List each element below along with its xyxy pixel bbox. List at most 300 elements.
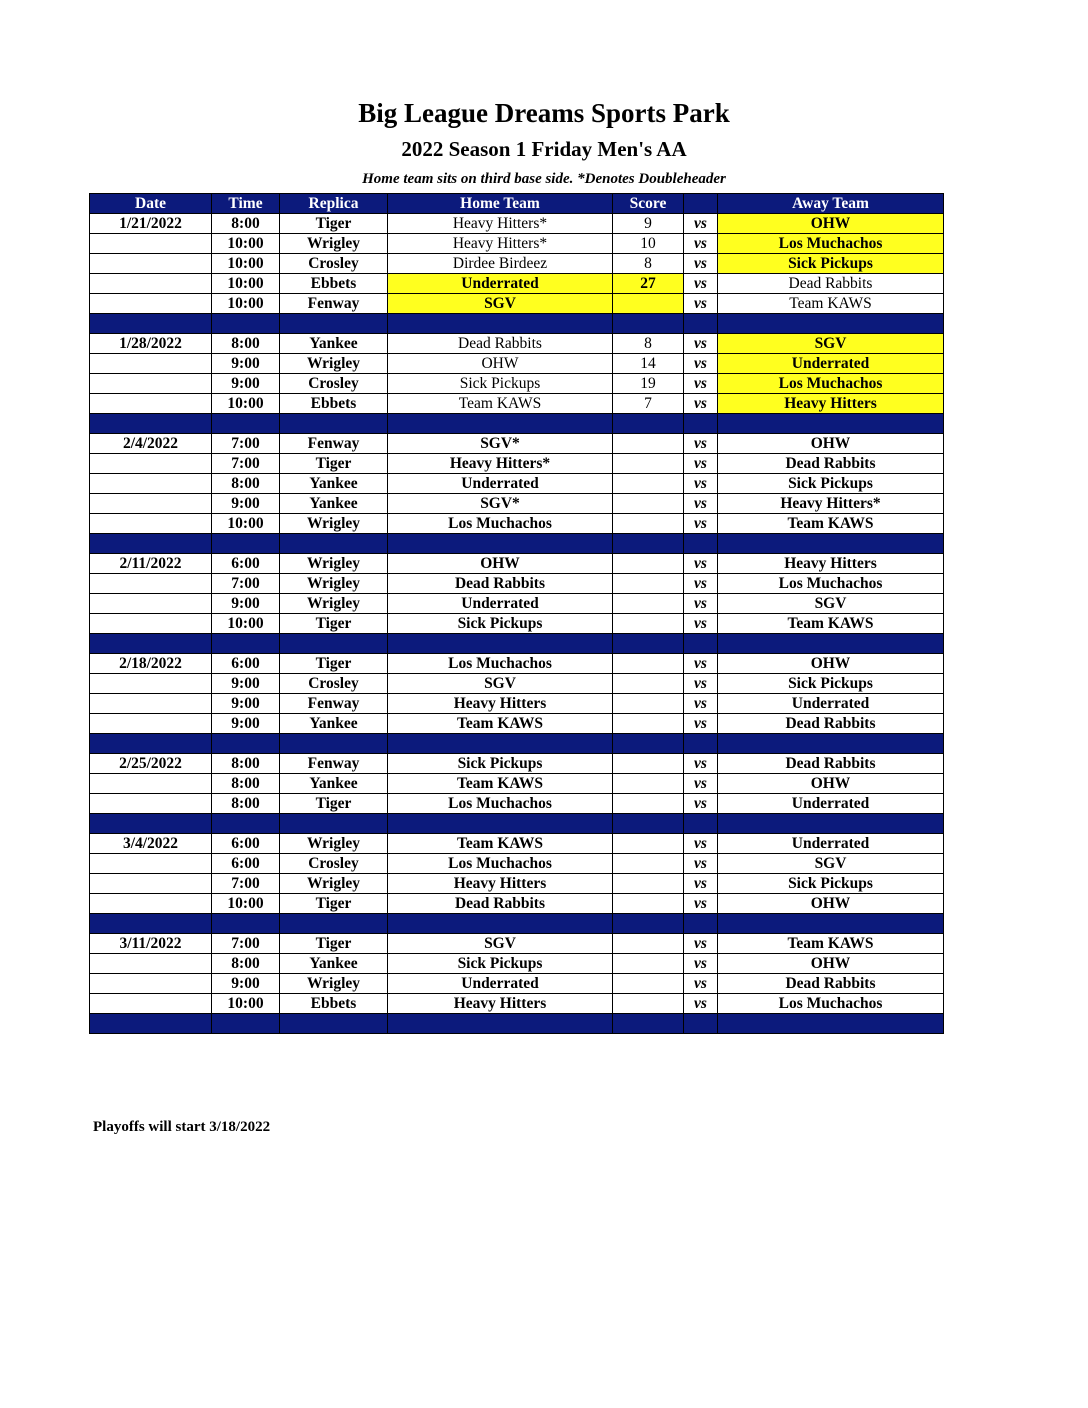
separator-cell [212,1014,280,1034]
away-team-cell: OHW [718,434,944,454]
score-cell [613,974,684,994]
game-time-cell: 8:00 [212,214,280,234]
game-date-cell: 2/4/2022 [90,434,212,454]
vs-cell: vs [684,714,718,734]
separator-cell [212,734,280,754]
separator-cell [280,414,388,434]
game-replica-cell: Crosley [280,374,388,394]
separator-cell [212,814,280,834]
game-date-cell [90,954,212,974]
score-cell [613,994,684,1014]
vs-cell: vs [684,794,718,814]
separator-cell [613,1014,684,1034]
column-header-score: Score [613,194,684,214]
game-replica-cell: Tiger [280,614,388,634]
vs-cell: vs [684,454,718,474]
table-row [90,874,944,894]
separator-cell [613,414,684,434]
separator-cell [90,414,212,434]
away-team-cell: Dead Rabbits [718,274,944,294]
game-time-cell: 6:00 [212,554,280,574]
game-replica-cell: Wrigley [280,354,388,374]
separator-cell [388,1014,613,1034]
home-team-cell: Sick Pickups [388,754,613,774]
game-replica-cell: Wrigley [280,594,388,614]
game-time-cell: 8:00 [212,334,280,354]
vs-cell: vs [684,874,718,894]
game-date-cell [90,694,212,714]
vs-cell: vs [684,894,718,914]
table-row [90,654,944,674]
separator-cell [684,814,718,834]
separator-cell [718,814,944,834]
game-date-cell [90,774,212,794]
game-time-cell: 10:00 [212,254,280,274]
game-date-cell [90,454,212,474]
away-team-cell: SGV [718,854,944,874]
score-cell: 10 [613,234,684,254]
score-cell [613,554,684,574]
away-team-cell: Underrated [718,794,944,814]
column-header-vs [684,194,718,214]
separator-cell [388,914,613,934]
game-time-cell: 10:00 [212,394,280,414]
vs-cell: vs [684,934,718,954]
away-team-cell: Team KAWS [718,294,944,314]
home-team-cell: OHW [388,354,613,374]
score-cell [613,294,684,314]
home-team-cell: Dead Rabbits [388,574,613,594]
game-replica-cell: Tiger [280,894,388,914]
vs-cell: vs [684,754,718,774]
game-date-cell [90,234,212,254]
separator-cell [718,534,944,554]
game-replica-cell: Wrigley [280,974,388,994]
away-team-cell: Sick Pickups [718,674,944,694]
game-replica-cell: Yankee [280,334,388,354]
vs-cell: vs [684,334,718,354]
game-time-cell: 9:00 [212,354,280,374]
separator-cell [90,734,212,754]
table-row [90,794,944,814]
game-replica-cell: Tiger [280,454,388,474]
score-cell: 7 [613,394,684,414]
vs-cell: vs [684,294,718,314]
game-replica-cell: Ebbets [280,274,388,294]
home-team-cell: Los Muchachos [388,794,613,814]
table-row [90,694,944,714]
separator-cell [718,634,944,654]
column-header-away-team: Away Team [718,194,944,214]
game-time-cell: 8:00 [212,474,280,494]
vs-cell: vs [684,854,718,874]
score-cell [613,514,684,534]
home-team-cell: Dead Rabbits [388,894,613,914]
game-date-cell [90,574,212,594]
home-team-cell: Team KAWS [388,714,613,734]
vs-cell: vs [684,594,718,614]
separator-cell [613,734,684,754]
home-team-cell: Sick Pickups [388,954,613,974]
game-date-cell [90,894,212,914]
vs-cell: vs [684,354,718,374]
away-team-cell: Team KAWS [718,934,944,954]
separator-cell [684,1014,718,1034]
game-time-cell: 10:00 [212,614,280,634]
home-team-cell: Underrated [388,594,613,614]
game-time-cell: 9:00 [212,374,280,394]
separator-cell [718,734,944,754]
game-replica-cell: Wrigley [280,874,388,894]
home-team-cell: Heavy Hitters* [388,234,613,254]
game-date-cell [90,874,212,894]
game-time-cell: 9:00 [212,674,280,694]
table-row [90,354,944,374]
separator-cell [613,534,684,554]
game-date-cell [90,854,212,874]
separator-cell [280,1014,388,1034]
game-replica-cell: Yankee [280,714,388,734]
game-time-cell: 6:00 [212,854,280,874]
home-team-cell: SGV* [388,434,613,454]
separator-cell [388,414,613,434]
vs-cell: vs [684,654,718,674]
separator-cell [212,534,280,554]
game-date-cell: 2/25/2022 [90,754,212,774]
separator-cell [718,414,944,434]
game-time-cell: 7:00 [212,454,280,474]
home-team-cell: Sick Pickups [388,614,613,634]
table-row [90,894,944,914]
game-time-cell: 10:00 [212,234,280,254]
week-separator-row [90,1014,944,1034]
table-row [90,554,944,574]
score-cell [613,834,684,854]
score-cell [613,774,684,794]
vs-cell: vs [684,374,718,394]
separator-cell [684,414,718,434]
vs-cell: vs [684,234,718,254]
game-time-cell: 10:00 [212,894,280,914]
separator-cell [613,314,684,334]
away-team-cell: SGV [718,594,944,614]
separator-cell [90,314,212,334]
column-header-home-team: Home Team [388,194,613,214]
table-row [90,214,944,234]
game-replica-cell: Crosley [280,254,388,274]
game-date-cell [90,274,212,294]
score-cell: 19 [613,374,684,394]
away-team-cell: OHW [718,774,944,794]
home-team-cell: Dead Rabbits [388,334,613,354]
home-team-cell: Underrated [388,274,613,294]
game-date-cell [90,614,212,634]
table-row [90,774,944,794]
game-replica-cell: Crosley [280,854,388,874]
vs-cell: vs [684,554,718,574]
separator-cell [90,634,212,654]
game-replica-cell: Yankee [280,494,388,514]
separator-cell [388,534,613,554]
game-time-cell: 10:00 [212,994,280,1014]
vs-cell: vs [684,274,718,294]
away-team-cell: Los Muchachos [718,374,944,394]
game-date-cell: 1/28/2022 [90,334,212,354]
game-date-cell [90,294,212,314]
game-replica-cell: Wrigley [280,834,388,854]
table-row [90,994,944,1014]
home-team-cell: SGV* [388,494,613,514]
game-date-cell [90,714,212,734]
table-row [90,254,944,274]
playoffs-note: Playoffs will start 3/18/2022 [93,1119,271,1135]
away-team-cell: Dead Rabbits [718,754,944,774]
separator-cell [212,914,280,934]
separator-cell [280,634,388,654]
away-team-cell: OHW [718,654,944,674]
game-time-cell: 9:00 [212,694,280,714]
game-replica-cell: Fenway [280,754,388,774]
table-row [90,574,944,594]
doubleheader-note: Home team sits on third base side. *Denotes Doubleheader [362,171,726,187]
home-team-cell: SGV [388,294,613,314]
separator-cell [90,914,212,934]
table-row [90,974,944,994]
away-team-cell: OHW [718,214,944,234]
table-row [90,674,944,694]
table-row [90,714,944,734]
game-time-cell: 9:00 [212,594,280,614]
score-cell [613,954,684,974]
week-separator-row [90,414,944,434]
game-time-cell: 6:00 [212,654,280,674]
game-time-cell: 6:00 [212,834,280,854]
home-team-cell: Heavy Hitters* [388,454,613,474]
game-replica-cell: Tiger [280,214,388,234]
away-team-cell: Heavy Hitters [718,394,944,414]
score-cell [613,614,684,634]
table-row [90,394,944,414]
vs-cell: vs [684,434,718,454]
away-team-cell: Los Muchachos [718,574,944,594]
column-header-date: Date [90,194,212,214]
score-cell [613,714,684,734]
separator-cell [388,814,613,834]
game-date-cell [90,594,212,614]
away-team-cell: Underrated [718,694,944,714]
score-cell [613,454,684,474]
season-subtitle: 2022 Season 1 Friday Men's AA [401,137,687,161]
game-date-cell: 2/18/2022 [90,654,212,674]
separator-cell [718,1014,944,1034]
game-date-cell: 3/11/2022 [90,934,212,954]
vs-cell: vs [684,214,718,234]
game-replica-cell: Fenway [280,434,388,454]
vs-cell: vs [684,774,718,794]
away-team-cell: Dead Rabbits [718,714,944,734]
table-row [90,514,944,534]
game-time-cell: 8:00 [212,794,280,814]
game-time-cell: 7:00 [212,434,280,454]
separator-cell [90,814,212,834]
vs-cell: vs [684,614,718,634]
separator-cell [280,914,388,934]
away-team-cell: Team KAWS [718,614,944,634]
game-time-cell: 7:00 [212,574,280,594]
game-date-cell [90,494,212,514]
column-header-time: Time [212,194,280,214]
separator-cell [684,734,718,754]
separator-cell [280,814,388,834]
game-date-cell [90,514,212,534]
game-date-cell: 3/4/2022 [90,834,212,854]
game-replica-cell: Ebbets [280,394,388,414]
table-row [90,334,944,354]
home-team-cell: Heavy Hitters [388,994,613,1014]
game-time-cell: 9:00 [212,494,280,514]
home-team-cell: Team KAWS [388,834,613,854]
game-date-cell: 1/21/2022 [90,214,212,234]
game-date-cell [90,374,212,394]
game-date-cell [90,674,212,694]
separator-cell [280,314,388,334]
table-header-row [90,194,944,214]
home-team-cell: Underrated [388,474,613,494]
separator-cell [212,414,280,434]
separator-cell [280,534,388,554]
schedule-body [90,214,944,1034]
game-replica-cell: Tiger [280,794,388,814]
separator-cell [613,634,684,654]
home-team-cell: SGV [388,674,613,694]
week-separator-row [90,814,944,834]
score-cell [613,874,684,894]
home-team-cell: Team KAWS [388,394,613,414]
game-time-cell: 7:00 [212,934,280,954]
away-team-cell: Sick Pickups [718,874,944,894]
separator-cell [684,634,718,654]
separator-cell [684,534,718,554]
away-team-cell: Los Muchachos [718,234,944,254]
away-team-cell: Heavy Hitters [718,554,944,574]
separator-cell [718,914,944,934]
game-replica-cell: Tiger [280,934,388,954]
away-team-cell: SGV [718,334,944,354]
score-cell: 27 [613,274,684,294]
game-replica-cell: Tiger [280,654,388,674]
week-separator-row [90,734,944,754]
game-replica-cell: Fenway [280,694,388,714]
home-team-cell: Underrated [388,974,613,994]
home-team-cell: Heavy Hitters [388,874,613,894]
game-time-cell: 10:00 [212,294,280,314]
separator-cell [90,1014,212,1034]
score-cell: 8 [613,254,684,274]
score-cell [613,654,684,674]
vs-cell: vs [684,574,718,594]
vs-cell: vs [684,514,718,534]
week-separator-row [90,534,944,554]
vs-cell: vs [684,974,718,994]
table-row [90,474,944,494]
game-date-cell [90,794,212,814]
vs-cell: vs [684,474,718,494]
away-team-cell: Sick Pickups [718,254,944,274]
away-team-cell: OHW [718,954,944,974]
game-time-cell: 8:00 [212,954,280,974]
game-replica-cell: Ebbets [280,994,388,1014]
score-cell [613,494,684,514]
score-cell [613,934,684,954]
score-cell [613,754,684,774]
away-team-cell: Underrated [718,834,944,854]
away-team-cell: Team KAWS [718,514,944,534]
vs-cell: vs [684,494,718,514]
away-team-cell: Los Muchachos [718,994,944,1014]
vs-cell: vs [684,954,718,974]
away-team-cell: Sick Pickups [718,474,944,494]
game-date-cell [90,974,212,994]
vs-cell: vs [684,394,718,414]
home-team-cell: Los Muchachos [388,854,613,874]
score-cell: 8 [613,334,684,354]
game-replica-cell: Wrigley [280,234,388,254]
week-separator-row [90,914,944,934]
game-replica-cell: Crosley [280,674,388,694]
table-row [90,834,944,854]
table-row [90,434,944,454]
game-replica-cell: Wrigley [280,554,388,574]
score-cell [613,674,684,694]
game-time-cell: 10:00 [212,274,280,294]
game-time-cell: 9:00 [212,714,280,734]
game-replica-cell: Fenway [280,294,388,314]
game-date-cell [90,474,212,494]
week-separator-row [90,634,944,654]
separator-cell [684,314,718,334]
table-row [90,954,944,974]
game-replica-cell: Yankee [280,474,388,494]
home-team-cell: Los Muchachos [388,514,613,534]
separator-cell [388,634,613,654]
home-team-cell: Dirdee Birdeez [388,254,613,274]
game-replica-cell: Wrigley [280,514,388,534]
table-row [90,294,944,314]
table-row [90,754,944,774]
score-cell [613,854,684,874]
away-team-cell: Heavy Hitters* [718,494,944,514]
game-replica-cell: Yankee [280,954,388,974]
home-team-cell: OHW [388,554,613,574]
table-row [90,234,944,254]
vs-cell: vs [684,834,718,854]
game-time-cell: 10:00 [212,514,280,534]
page-title: Big League Dreams Sports Park [358,98,730,128]
table-row [90,374,944,394]
game-time-cell: 8:00 [212,754,280,774]
table-row [90,494,944,514]
score-cell [613,594,684,614]
separator-cell [684,914,718,934]
vs-cell: vs [684,254,718,274]
score-cell [613,894,684,914]
separator-cell [280,734,388,754]
game-time-cell: 9:00 [212,974,280,994]
game-time-cell: 7:00 [212,874,280,894]
separator-cell [388,734,613,754]
separator-cell [613,914,684,934]
score-cell: 9 [613,214,684,234]
